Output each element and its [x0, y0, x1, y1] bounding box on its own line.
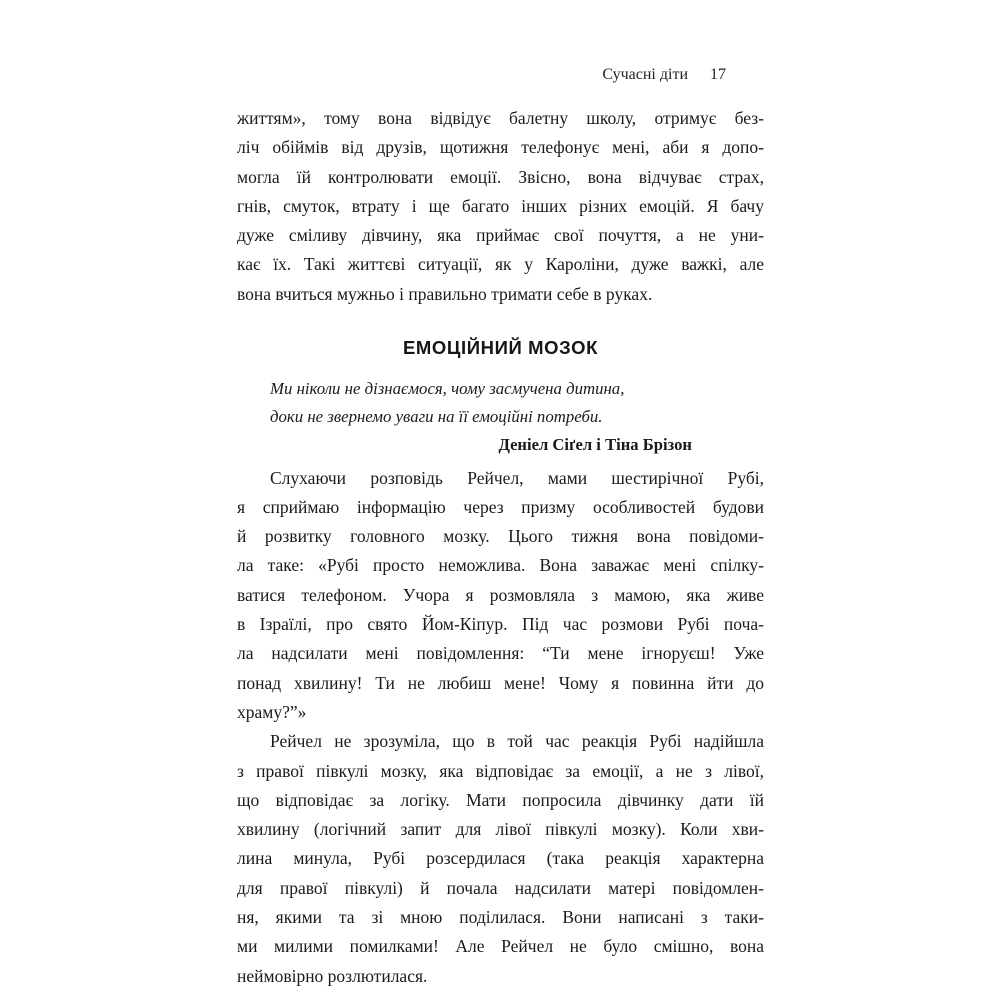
- running-header-title: Сучасні діти: [602, 66, 688, 83]
- text-line: ватися телефоном. Учора я розмовляла з мамою, яка живе: [237, 584, 764, 605]
- text-line: понад хвилину! Ти не любиш мене! Чому я повинна йти до: [237, 672, 764, 693]
- text-line: з правої півкулі мозку, яка відповідає за емоції, а не з лівої,: [237, 760, 764, 781]
- text-line: ня, якими та зі мною поділилася. Вони написані з таки-: [237, 907, 764, 928]
- text-line: неймовірно розлютилася.: [237, 965, 428, 986]
- text-line: я сприймаю інформацію через призму особливостей будови: [237, 496, 764, 517]
- text-line: життям», тому вона відвідує балетну школу, отримує без-: [237, 108, 764, 128]
- paragraph: [237, 464, 764, 728]
- text-line: ми милими помилками! Але Рейчел не було смішно, вона: [237, 936, 764, 957]
- text-line: лина минула, Рубі розсердилася (така реакція характерна: [237, 848, 764, 869]
- text-line: що відповідає за логіку. Мати попросила дівчинку дати їй: [237, 789, 764, 810]
- text-line: Ми ніколи не дізнаємося, чому засмучена дитина,: [270, 379, 625, 399]
- text-line: Слухаючи розповідь Рейчел, мами шестирічної Рубі,: [270, 467, 764, 488]
- text-line: хвилину (логічний запит для лівої півкулі мозку). Коли хви-: [237, 819, 764, 840]
- paragraph: [237, 104, 764, 309]
- text-line: ла надсилати мені повідомлення: “Ти мене ігноруєш! Уже: [237, 643, 764, 664]
- text-line: в Ізраїлі, про свято Йом-Кіпур. Під час розмови Рубі поча-: [237, 614, 764, 635]
- text-line: гнів, смуток, втрату і ще багато інших різних емоцій. Я бачу: [237, 195, 764, 216]
- epigraph-attribution: Деніел Сіґел і Тіна Брізон: [498, 435, 692, 455]
- page-number: 17: [710, 66, 726, 83]
- text-line: храму?”»: [237, 701, 307, 722]
- paragraph: [237, 727, 764, 991]
- text-line: кає їх. Такі життєві ситуації, як у Кароліни, дуже важкі, але: [237, 254, 764, 275]
- text-line: Рейчел не зрозуміла, що в той час реакція Рубі надійшла: [270, 731, 764, 752]
- page-text: [237, 104, 764, 991]
- text-line: дуже сміливу дівчину, яка приймає свої почуття, а не уни-: [237, 225, 764, 246]
- text-line: для правої півкулі) й почала надсилати матері повідомлен-: [237, 877, 764, 898]
- text-line: й розвитку головного мозку. Цього тижня вона повідоми-: [237, 526, 764, 547]
- text-line: могла їй контролювати емоції. Звісно, вона відчуває страх,: [237, 166, 764, 187]
- epigraph: [237, 375, 764, 431]
- section-heading: ЕМОЦІЙНИЙ МОЗОК: [402, 337, 598, 359]
- text-line: ла таке: «Рубі просто неможлива. Вона заважає мені спілку-: [237, 555, 764, 576]
- text-line: доки не звернемо уваги на її емоційні потреби.: [270, 407, 603, 427]
- running-header: [237, 66, 726, 84]
- text-line: ліч обіймів від друзів, щотижня телефонує мені, аби я допо-: [237, 137, 764, 158]
- text-line: вона вчиться мужньо і правильно тримати себе в руках.: [237, 283, 653, 304]
